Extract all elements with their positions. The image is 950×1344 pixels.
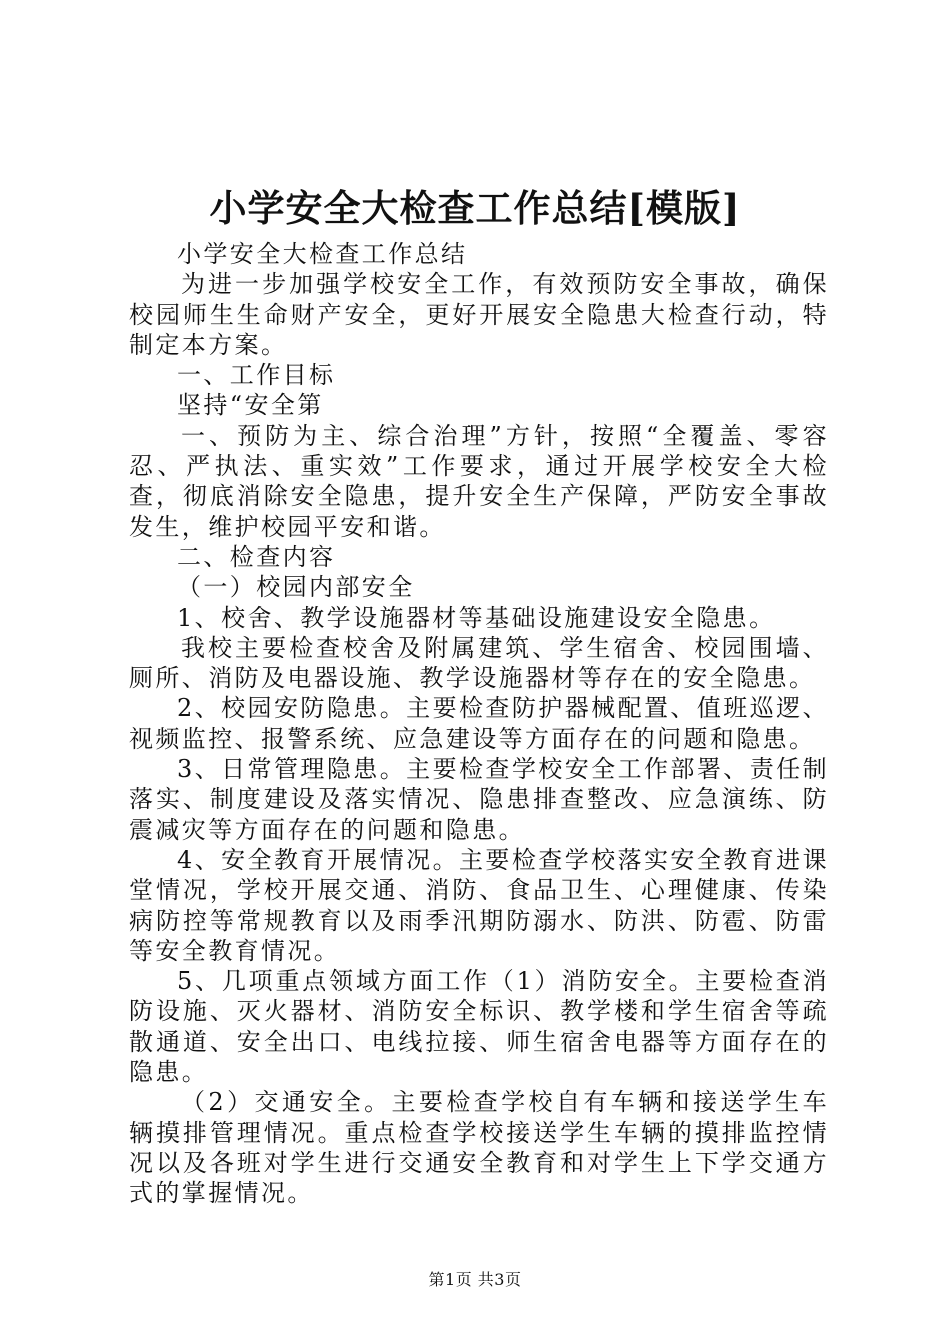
document-title: 小学安全大检查工作总结[模版] [209, 186, 741, 230]
paragraph: 3、日常管理隐患。主要检查学校安全工作部署、责任制落实、制度建设及落实情况、隐患排查整改、应急演练、防震减灾等方面存在的问题和隐患。 [129, 755, 829, 844]
paragraph: 我校主要检查校舍及附属建筑、学生宿舍、校园围墙、厕所、消防及电器设施、教学设施器材等存在的安全隐患。 [129, 633, 829, 693]
paragraph: 5、几项重点领域方面工作（1）消防安全。主要检查消防设施、灭火器材、消防安全标识、教学楼和学生宿舍等疏散通道、安全出口、电线拉接、师生宿舍电器等方面存在的隐患。 [129, 967, 829, 1087]
paragraph: （2）交通安全。主要检查学校自有车辆和接送学生车辆摸排管理情况。重点检查学校接送学生车辆的摸排监控情况以及各班对学生进行交通安全教育和对学生上下学交通方式的掌握情况。 [129, 1088, 829, 1208]
section-heading-goals: 一、工作目标 [177, 361, 336, 390]
paragraph-intro: 为进一步加强学校安全工作，有效预防安全事故，确保校园师生生命财产安全，更好开展安全隐患大检查行动，特制定本方案。 [129, 270, 829, 359]
paragraph: 2、校园安防隐患。主要检查防护器械配置、值班巡逻、视频监控、报警系统、应急建设等方面存在的问题和隐患。 [129, 694, 829, 753]
paragraph: 一、预防为主、综合治理”方针，按照“全覆盖、零容忍、严执法、重实效”工作要求，通过开展学校安全大检查，彻底消除安全隐患，提升安全生产保障，严防安全事故发生，维护校园平安和谐。 [129, 421, 829, 541]
document-body [129, 239, 829, 1209]
page-footer: 第1页 共3页 [428, 1270, 522, 1289]
paragraph: 1、校舍、教学设施器材等基础设施建设安全隐患。 [177, 603, 776, 632]
paragraph: 4、安全教育开展情况。主要检查学校落实安全教育进课堂情况，学校开展交通、消防、食品卫生、心理健康、传染病防控等常规教育以及雨季汛期防溺水、防洪、防雹、防雷等安全教育情况。 [129, 845, 829, 965]
paragraph: 坚持“安全第 [177, 391, 324, 420]
paragraph-subtitle: 小学安全大检查工作总结 [177, 240, 468, 268]
section-heading-content: 二、检查内容 [177, 542, 336, 571]
subsection-heading: （一）校园内部安全 [177, 573, 415, 602]
